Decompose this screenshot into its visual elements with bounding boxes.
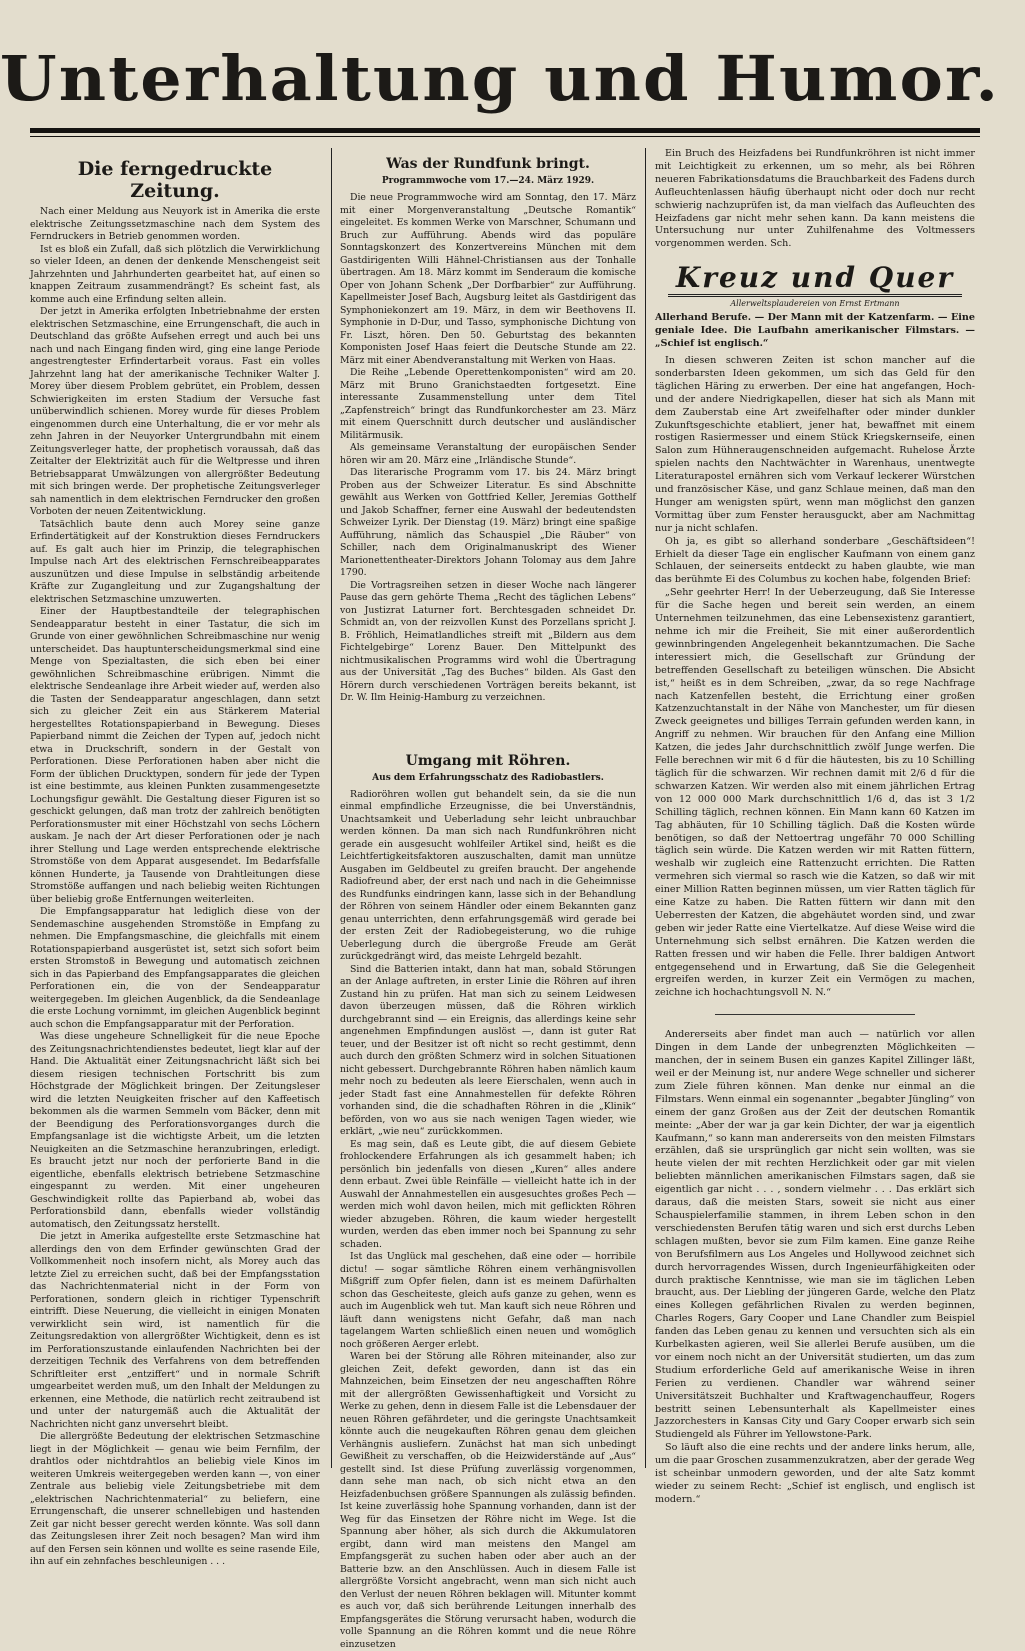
paragraph: „Sehr geehrter Herr! In der Ueberzeugung, daß Sie Interesse für die Sache hegen und bereit sein werden, an einem Unternehmen teilzunehmen, das eine Lebensexistenz garantiert, nehme ich mir die Freiheit, Sie mit einer außerordentlich gewinnbringenden Angelegenheit bekanntzumachen. Die Sache interessiert mich, die Gesellschaft zur Gründung der betreffenden Gesellschaft zu beteiligen wünschen. Die Absicht ist,“ heißt es in dem Schreiben, „zwar, da so rege Nachfrage nach Katzenfellen besteht, die Errichtung einer großen Katzenzuchtanstalt in der Nähe von Manchester, um für diesen Zweck geeignetes und billiges Terrain gefunden werden kann, in Angriff zu nehmen. Wir brauchen für den Anfang eine Million Katzen, die jedes Jahr durchschnittlich zwölf Junge werfen. Die Felle berechnen wir mit 6 d für die häutesten, bis zu 10 Schilling täglich für die schwarzen. Wir rechnen damit mit 2/6 d für die schwarzen Katzen. Wir werden also mit einem jährlichen Ertrag von 12 000 000 Mark durchschnittlich 1/6 d, das ist 3 1/2 Schilling täglich, rechnen können. Ein Mann kann 60 Katzen im Tag abhäuten, für 10 Schilling täglich. Daß die Kosten würde benötigen, so daß der Nettoertrag ungefähr 70 000 Schilling täglich sein würde. Die Katzen werden wir mit Ratten füttern, weshalb wir zugleich eine Rattenzucht errichten. Die Ratten vermehren sich viermal so rasch wie die Katzen, so daß wir mit einer Million Ratten beginnen müssen, um vier Ratten täglich für eine Katze zu haben. Die Ratten füttern wir dann mit den Ueberresten der Katzen, die abgehäutet worden sind, und zwar geben wir jeder Ratte eine Viertelkatze. Auf diese Weise wird die Unternehmung sich selbst ernähren. Die Katzen werden die Ratten fressen und wir haben die Felle. Ihrer baldigen Antwort entgegensehend und in Erwartung, daß Sie die Gelegenheit ergreifen werden, in kurzer Zeit ein Vermögen zu machen, zeichne ich hochachtungsvoll N. N.“ [655, 587, 975, 999]
paragraph: Tatsächlich baute denn auch Morey seine ganze Erfindertätigkeit auf der Konstruktion dieses Ferndruckers auf. Es galt auch hier im Prinzip, die telegraphischen Impulse nach Art des elektrischen Fernschreibeapparates auszunützen und diese Impulse in selbständig arbeitende Kräfte zur Zugangleitung und zur Zugangshaltung der elektrischen Setzmaschine umzuwerten. [30, 518, 320, 605]
masthead-rule-thick [30, 128, 980, 133]
feature-logo [655, 261, 975, 308]
paragraph: Oh ja, es gibt so allerhand sonderbare „Geschäftsideen“! Erhielt da dieser Tage ein englischer Kaufmann von einem ganz Schlauen, der seinerseits entdeckt zu haben glaubte, wie man das berühmte Ei des Columbus zu kochen habe, folgenden Brief: [655, 535, 975, 586]
article-title-newspaper: Die ferngedruckte Zeitung. [77, 158, 273, 202]
article-subtitle-radio: Programmwoche vom 17.—24. März 1929. [381, 176, 595, 186]
spacer [340, 705, 636, 745]
paragraph: Die Reihe „Lebende Operettenkomponisten“ wird am 20. März mit Bruno Granichstaedten fortgesetzt. Eine interessante Zusammenstellung unter dem Titel „Zapfenstreich“ bringt das Rundfunkorchester am 23. März mit einem Querschnitt durch deutscher und ausländischer Militärmusik. [340, 367, 636, 441]
article-body-newspaper [30, 206, 320, 1569]
paragraph: Einer der Hauptbestandteile der telegraphischen Sendeapparatur besteht in einer Tastatur, die sich im Grunde von einer gewöhnlichen Schreibmaschine nur wenig unterscheidet. Das hauptunterscheidungsmerkmal sind eine Menge von Spezialtasten, die sich eben bei einer gewöhnlichen Schreibmaschine erübrigen. Nimmt die elektrische Sendeanlage ihre Arbeit wieder auf, werden also die Tasten der Sendeapparatur angeschlagen, dann setzt sich zu gleicher Zeit ein aus Stärkerem Material hergestelltes Rotationspapierband in Bewegung. Dieses Papierband nimmt die Zeichen der Typen auf, jedoch nicht etwa in Druckschrift, sondern in der Gestalt von Perforationen. Diese Perforationen haben aber nicht die Form der üblichen Drucktypen, sondern für jede der Typen ist eine bestimmte, aus kleinen Punkten zusammengesetzte Lochungsfigur gewählt. Die Gestaltung dieser Figuren ist so geschickt gelungen, daß man trotz der zahlreich benötigten Perforationsmuster mit einer Höchstzahl von sechs Löchern auskam. Je nach der Art dieser Perforationen oder je nach ihrer Stellung und Lage werden entsprechende elektrische Stromstöße von dem Apparat ausgesendet. Im Bedarfsfalle können Hunderte, ja Tausende von Drahtleitungen diese Stromstöße auffangen und nach beliebig weiten Richtungen über beliebig große Entfernungen weiterleiten. [30, 606, 320, 905]
paragraph: Waren bei der Störung alle Röhren miteinander, also zur gleichen Zeit, defekt geworden, dann ist das ein Mahnzeichen, beim Einsetzen der neu angeschafften Röhre mit der allergrößten Gewissenhaftigkeit und Vorsicht zu Werke zu gehen, denn in diesem Falle ist die Lebensdauer der neuen Röhren gefährdeter, und die geringste Unachtsamkeit könnte auch die neugekauften Röhren genau dem gleichen Verhängnis ausliefern. Zunächst hat man sich unbedingt Gewißheit zu verschaffen, ob die Heizwiderstände auf „Aus“ gestellt sind. Ist diese Prüfung zuverlässig vorgenommen, dann sehe man nach, ob sich nicht etwa an den Heizfadenbuchsen größere Spannungen als zulässig befinden. Ist keine zuverlässig hohe Spannung vorhanden, dann ist der Weg für das Einsetzen der Röhre nicht im Wege. Ist die Spannung aber höher, als sich durch die Akkumulatoren ergibt, dann wird man meistens den Mangel am Empfangsgerät zu suchen haben oder aber auch an der Batterie bzw. an den Anschlüssen. Auch in diesem Falle ist allergrößte Vorsicht angebracht, wenn man sich nicht auch den Verlust der neuen Röhren beklagen will. Mitunter kommt es auch vor, daß sich berührende Leitungen innerhalb des Empfangsgerätes die Störung verursacht haben, wodurch die volle Spannung an die Röhren kommt und die neue Röhre einzusetzen [340, 1351, 636, 1650]
paragraph: Die jetzt in Amerika aufgestellte erste Setzmaschine hat allerdings den von dem Erfinder gewünschten Grad der Vollkommenheit noch insofern nicht, als Morey auch das letzte Ziel zu erreichen sucht, daß bei der Empfangsstation das Nachrichtenmaterial nicht in der Form von Perforationen, sondern gleich in richtiger Typenschrift eintrifft. Diese Neuerung, die vielleicht in einigen Monaten verwirklicht sein wird, ist namentlich für die Zeitungsredaktion von allergrößter Wichtigkeit, denn es ist im Perforationszustande einlaufenden Nachrichten bei der derzeitigen Technik des Verfahrens von dem betreffenden Schriftleiter erst „entziffert“ und in normale Schrift umgearbeitet werden muß, um den Inhalt der Meldungen zu erkennen, eine Methode, die natürlich recht zeitraubend ist und unter der naturgemäß auch die Aktualität der Nachrichten nicht ganz unversehrt bleibt. [30, 1231, 320, 1430]
paragraph: Die allergrößte Bedeutung der elektrischen Setzmaschine liegt in der Möglichkeit — genau wie beim Fernfilm, der drahtlos oder nichtdrahtlos an beliebig viele Kinos im weiteren Umkreis weitergegeben werden kann —, von einer Zentrale aus beliebig viele Zeitungsbetriebe mit dem „elektrischen Nachrichtenmaterial“ zu beliefern, eine Errungenschaft, die unserer schnellebigen und hastenden Zeit gar nicht besser gerecht werden könnte. Was soll dann das Zeitungslesen ihrer Zeit noch besagen? Man wird ihm auf den Fersen sein können und wollte es seine rasende Eile, ihn auf ein zehnfaches beschleunigen . . . [30, 1431, 320, 1567]
paragraph: Das literarische Programm vom 17. bis 24. März bringt Proben aus der Schweizer Literatur. Es sind Abschnitte gewählt aus Werken von Gottfried Keller, Jeremias Gotthelf und Jakob Schaffner, ferner eine Auswahl der bedeutendsten Schweizer Lyrik. Der Dienstag (19. März) bringt eine spaßige Aufführung, nämlich das Schauspiel „Die Räuber“ von Schiller, nach dem Originalmanuskript des Wiener Marionettentheater-Direktors Johann Tolomay aus dem Jahre 1790. [340, 467, 636, 578]
paragraph: Es mag sein, daß es Leute gibt, die auf diesem Gebiete frohlockendere Erfahrungen als ich gesammelt haben; ich persönlich bin jedenfalls von diesen „Kuren“ alles andere denn erbaut. Zwei üble Reinfälle — vielleicht hatte ich in der Auswahl der Annahmestellen ein ausgesuchtes großes Pech — werden mich wohl davon heilen, mich mit geflickten Röhren wieder abzugeben. Röhren, die kaum wieder hergestellt wurden, werden das eben immer noch bei Spannung zu sehr schaden. [340, 1138, 636, 1250]
paragraph: Die neue Programmwoche wird am Sonntag, den 17. März mit einer Morgenveranstaltung „Deutsche Romantik“ eingeleitet. Es kommen Werke von Marschner, Schumann und Bruch zur Aufführung. Abends wird das populäre Sonntagskonzert des Konzertvereins München mit dem Gastdirigenten Willi Hähnel-Christiansen aus der Tonhalle übertragen. Am 18. März kommt im Senderaum die komische Oper von Johann Schenk „Der Dorfbarbier“ zur Aufführung. Kapellmeister Josef Bach, Augsburg leitet als Gastdirigent das Symphoniekonzert am 19. März, in dem wir Beethovens II. Symphonie in D-Dur, und Tasso, symphonische Dichtung von Fr. Liszt, hören. Den 50. Geburtstag des bekannten Komponisten Josef Haas feiert die Deutsche Stunde am 22. März mit einer Abendveranstaltung mit Werken von Haas. [340, 192, 636, 366]
paragraph: Die Vortragsreihen setzen in dieser Woche nach längerer Pause das gern gehörte Thema „Recht des täglichen Lebens“ von Justizrat Laturner fort. Berchtesgaden schneidet Dr. Schmidt an, von der reizvollen Kunst des Porzellans spricht J. B. Fröhlich, Heimatlandliches streift mit „Bildern aus dem Fichtelgebirge“ Lorenz Bauer. Den Mittelpunkt des nichtmusikalischen Programms wird wohl die Übertragung aus der Universität „Tag des Buches“ bilden. Als Gast den Hörern durch verschiedenen Vorträgen bereits bekannt, ist Dr. W. Ilm Heinig-Hamburg zu verzeichnen. [340, 579, 636, 703]
paragraph: Ein Bruch des Heizfadens bei Rundfunkröhren ist nicht immer mit Leichtigkeit zu erkennen, um so mehr, als bei Röhren neueren Fabrikationsdatums die Brauchbarkeit des Fadens durch Aufleuchtenlassen häufig überhaupt nicht oder doch nur recht schwierig nachzuprüfen ist, da man vielfach das Aufleuchten des Heizfadens gar nicht mehr sehen kann. Da kann meistens die Untersuchung nur unter Zuhilfenahme des Voltmessers vorgenommen werden. Sch. [655, 148, 975, 250]
paragraph: Ist es bloß ein Zufall, daß sich plötzlich die Verwirklichung so vieler Ideen, an denen der denkende Menschengeist seit Jahrzehnten und Jahrhunderten gearbeitet hat, auf einen so knappen Zeitraum zusammendrängt? Es scheint fast, als komme auch eine Erfindung selten allein. [30, 243, 320, 305]
column-middle [340, 148, 636, 1650]
masthead-rule-thin [30, 136, 980, 137]
paragraph: Nach einer Meldung aus Neuyork ist in Amerika die erste elektrische Zeitungssetzmaschine nach dem System des Ferndruckers in Betrieb genommen worden. [30, 206, 320, 242]
feature-logo-title: Kreuz und Quer [668, 261, 962, 297]
paragraph: In diesen schweren Zeiten ist schon mancher auf die sonderbarsten Ideen gekommen, um sich das Geld für den täglichen Häring zu erwerben. Der eine hat angefangen, Hoch- und der andere Niedrigkapellen, dieser hat sich als Mann mit dem Zauberstab eine Art zweifelhafter oder minder dunkler Zukunftsgeschichte etabliert, jener hat, bewaffnet mit einem rostigen Rasiermesser und einem Stück Kriegskernseife, einen Salon zum Hühneraugenschneiden aufgemacht. Ruhelose Ärzte spielen nachts den Nachtwächter in Warenhaus, unentwegte Literaturapostel ernähren sich vom Verkauf leckerer Würstchen und französischer Käse, und ganz Schlaue meinen, daß man den Hunger am wenigsten spürt, wenn man möglichst den ganzen Vormittag über zum Fenster herausguckt, aber am Nachmittag nur ja nicht schlafen. [655, 354, 975, 534]
feature-lead: Allerhand Berufe. — Der Mann mit der Katzenfarm. — Eine geniale Idee. Die Laufbahn amerikanischer Filmstars. — „Schief ist englisch.“ [655, 312, 975, 350]
paragraph: Radioröhren wollen gut behandelt sein, da sie die nun einmal empfindliche Erzeugnisse, die bei Unverständnis, Unachtsamkeit und Ueberladung sehr leicht unbrauchbar werden können. Da man sich nach Rundfunkröhren nicht gerade ein ausgesucht wohlfeiler Artikel sind, heißt es die Leichtfertigkeitsfaktoren auszuschalten, damit man unnütze Ausgaben im Geldbeutel zu greifen braucht. Der angehende Radiofreund aber, der erst nach und nach in die Geheimnisse des Rundfunks eindringen kann, lasse sich in der Behandlung der Röhren von seinem Händler oder einem Bekannten ganz genau unterrichten, denn erfahrungsgemäß wird gerade bei der ersten Zeit der Radiobegeisterung, wo die ruhige Ueberlegung durch die übergroße Freude am Gerät zurückgedrängt wird, das meiste Lehrgeld bezahlt. [340, 788, 636, 962]
paragraph: Ist das Unglück mal geschehen, daß eine oder — horribile dictu! — sogar sämtliche Röhren einem verhängnisvollen Mißgriff zum Opfer fielen, dann ist es meinem Dafürhalten schon das Gescheiteste, gleich aufs ganze zu gehen, wenn es auch im Augenblick weh tut. Man kauft sich neue Röhren und läuft dann wenigstens nicht Gefahr, daß man nach tagelangem Warten schließlich einen neuen und womöglich noch größeren Aerger erlebt. [340, 1251, 636, 1350]
article-subtitle-tubes: Aus dem Erfahrungsschatz des Radiobastlers. [372, 772, 604, 783]
column-divider [645, 148, 646, 1468]
paragraph: Der jetzt in Amerika erfolgten Inbetriebnahme der ersten elektrischen Setzmaschine, eine Errungenschaft, die auch in Deutschland das größte Aufsehen erregt und auch bei uns nach und nach Eingang finden wird, ging eine lange Periode angestrengtester Erfindertarbeit voraus. Fast ein volles Jahrzehnt lang hat der amerikanische Techniker Walter J. Morey über diesem Problem gebrütet, ein Problem, dessen Schwierigkeiten im ersten Stadium der Versuche fast unüberwindlich schienen. Morey wurde für dieses Problem eingenommen durch eine Unterhaltung, die er vor mehr als zehn Jahren in der Neuyorker Untergrundbahn mit einem Zeitungsverleger hatte, der prophetisch voraussah, daß das Zeitalter der Elektrizität auch für die Weltpresse und ihren Betriebsapparat Umwälzungen von allergrößter Bedeutung mit sich bringen werde. Der prophetische Zeitungsverleger sah namentlich in dem elektrischen Ferndrucker den großen Vorboten der neuen Zeitentwicklung. [30, 306, 320, 517]
paragraph: Sind die Batterien intakt, dann hat man, sobald Störungen an der Anlage auftreten, in erster Linie die Röhren auf ihren Zustand hin zu prüfen. Hat man sich zu seinem Leidwesen davon überzeugen müssen, daß die Röhren wirklich durchgebrannt sind — ein Ereignis, das allerdings keine sehr angenehmen Empfindungen auslöst —, dann ist guter Rat teuer, und der Besitzer ist oft nicht so recht gestimmt, denn auch durch den größten Schmerz wird in solchen Situationen nicht gebessert. Durchgebrannte Röhren haben nämlich kaum mehr noch zu bedeuten als leere Eierschalen, wenn auch in jeder Stadt fast eine Annahmestellen für defekte Röhren vorhanden sind, die die schadhaften Röhren in die „Klinik“ beförden, von wo aus sie nach wenigen Tagen wieder, wie erklärt, „wie neu“ zurückkommen. [340, 963, 636, 1137]
article-title-tubes: Umgang mit Röhren. [405, 752, 571, 769]
paragraph: Die Empfangsapparatur hat lediglich diese von der Sendemaschine ausgehenden Stromstöße in Empfang zu nehmen. Die Empfangsmaschine, die gleichfalls mit einem Rotationspapierband ausgerüstet ist, setzt sich sofort beim ersten Stromstoß in Bewegung und automatisch zeichnen sich in das Papierband des Empfangsapparates die gleichen Perforationen ein, die von der Sendeapparatur weitergegeben. Im gleichen Augenblick, da die Sendeanlage die erste Lochung vornimmt, im gleichen Augenblick beginnt auch schon die Empfangsapparatur mit der Perforation. [30, 906, 320, 1030]
paragraph: Andererseits aber findet man auch — natürlich vor allen Dingen in dem Lande der unbegrenzten Möglichkeiten — manchen, der in seinem Busen ein ganzes Kapitel Zillinger läßt, weil er der Meinung ist, nur andere Wege schneller und sicherer zum Ziele führen können. Man denke nur einmal an die Filmstars. Wenn einmal ein sogenannter „begabter Jüngling“ von einem der ganz Großen aus der Zeit der deutschen Romantik meinte: „Aber der war ja gar kein Dichter, der war ja eigentlich Kaufmann,“ so kann man andererseits von den meisten Filmstars erzählen, daß sie ursprünglich gar nicht sein wollten, was sie heute vielen der mit rechten Herzlichkeit oder gar mit vielen beliebten männlichen amerikanischen Filmstars sagen, daß sie eigentlich gar nicht . . . , sondern vielmehr . . . Das erklärt sich daraus, daß die meisten Stars, soweit sie nicht aus einer Schauspielerfamilie stammen, in ihrem Leben schon in den verschiedensten Berufen tätig waren und sich erst durchs Leben schlagen mußten, bevor sie zum Film kamen. Eine ganze Reihe von Berufsfilmern aus Los Angeles und Hollywood zeichnet sich durch hervorragendes Wissen, durch Ingenieurfähigkeiten oder durch praktische Kenntnisse, wie man sie im täglichen Leben braucht, aus. Der Liebling der jüngeren Garde, welche den Platz eines Kollegen gefährlichen Rivalen zu werden beginnen, Charles Rogers, Gary Cooper und Lane Chandler zum Beispiel fanden das Leben genau zu kennen und versuchten sich als ein Kurbelkasten agieren, weil Sie allerlei Berufe ausüben, um die vor einem noch nicht an der Universität studierten, um das zum Studium erforderliche Geld auf amerikanische Weise in ihren Ferien zu verdienen. Chandler war während seiner Universitätszeit Buchhalter und Kraftwagenchauffeur, Rogers bestritt seinen Lebensunterhalt als Kapellmeister eines Jazzorchesters in Kansas City und Gary Cooper erwarb sich sein Studiengeld als Führer im Yellowstone-Park. [655, 1029, 975, 1441]
column-right [655, 148, 975, 1505]
masthead-title: Unterhaltung und Humor. [0, 42, 1001, 115]
paragraph: So läuft also die eine rechts und der andere links herum, alle, um die paar Groschen zusammenzukratzen, aber der gerade Weg ist scheinbar unmodern geworden, und der alte Satz kommt wieder zu seinem Recht: „Schief ist englisch, und englisch ist modern.“ [655, 1442, 975, 1505]
article-title-radio: Was der Rundfunk bringt. [386, 156, 590, 172]
column-divider [331, 148, 332, 1468]
paragraph: Was diese ungeheure Schnelligkeit für die neue Epoche des Zeitungsnachrichtendienstes bedeutet, liegt klar auf der Hand. Die Aktualität einer Zeitungsnachricht läßt sich bei diesem riesigen technischen Fortschritt bis zum Höchstgrade der Möglichkeit bringen. Der Zeitungsleser wird die letzten Neuigkeiten frischer auf den Kaffeetisch bekommen als die warmen Semmeln vom Bäcker, denn mit der Beendigung des Perforationsvorganges durch die Empfangsanlage ist die wichtigste Arbeit, um die letzten Neuigkeiten an die Setzmaschine heranzubringen, erledigt. Es braucht jetzt nur noch der perforierte Band in die eigentliche, ebenfalls elektrisch betriebene Setzmaschine eingespannt zu werden. Mit einer ungeheuren Geschwindigkeit rollte das Papierband ab, wobei das Perforationsbild dann, ebenfalls wieder vollständig automatisch, den Zeitungssatz herstellt. [30, 1031, 320, 1230]
section-divider [715, 1014, 915, 1015]
feature-logo-subtitle: Allerweltsplaudereien von Ernst Ertmann [730, 299, 900, 309]
column-left [30, 148, 320, 1567]
paragraph: Als gemeinsame Veranstaltung der europäischen Sender hören wir am 20. März eine „Irländische Stunde“. [340, 442, 636, 466]
